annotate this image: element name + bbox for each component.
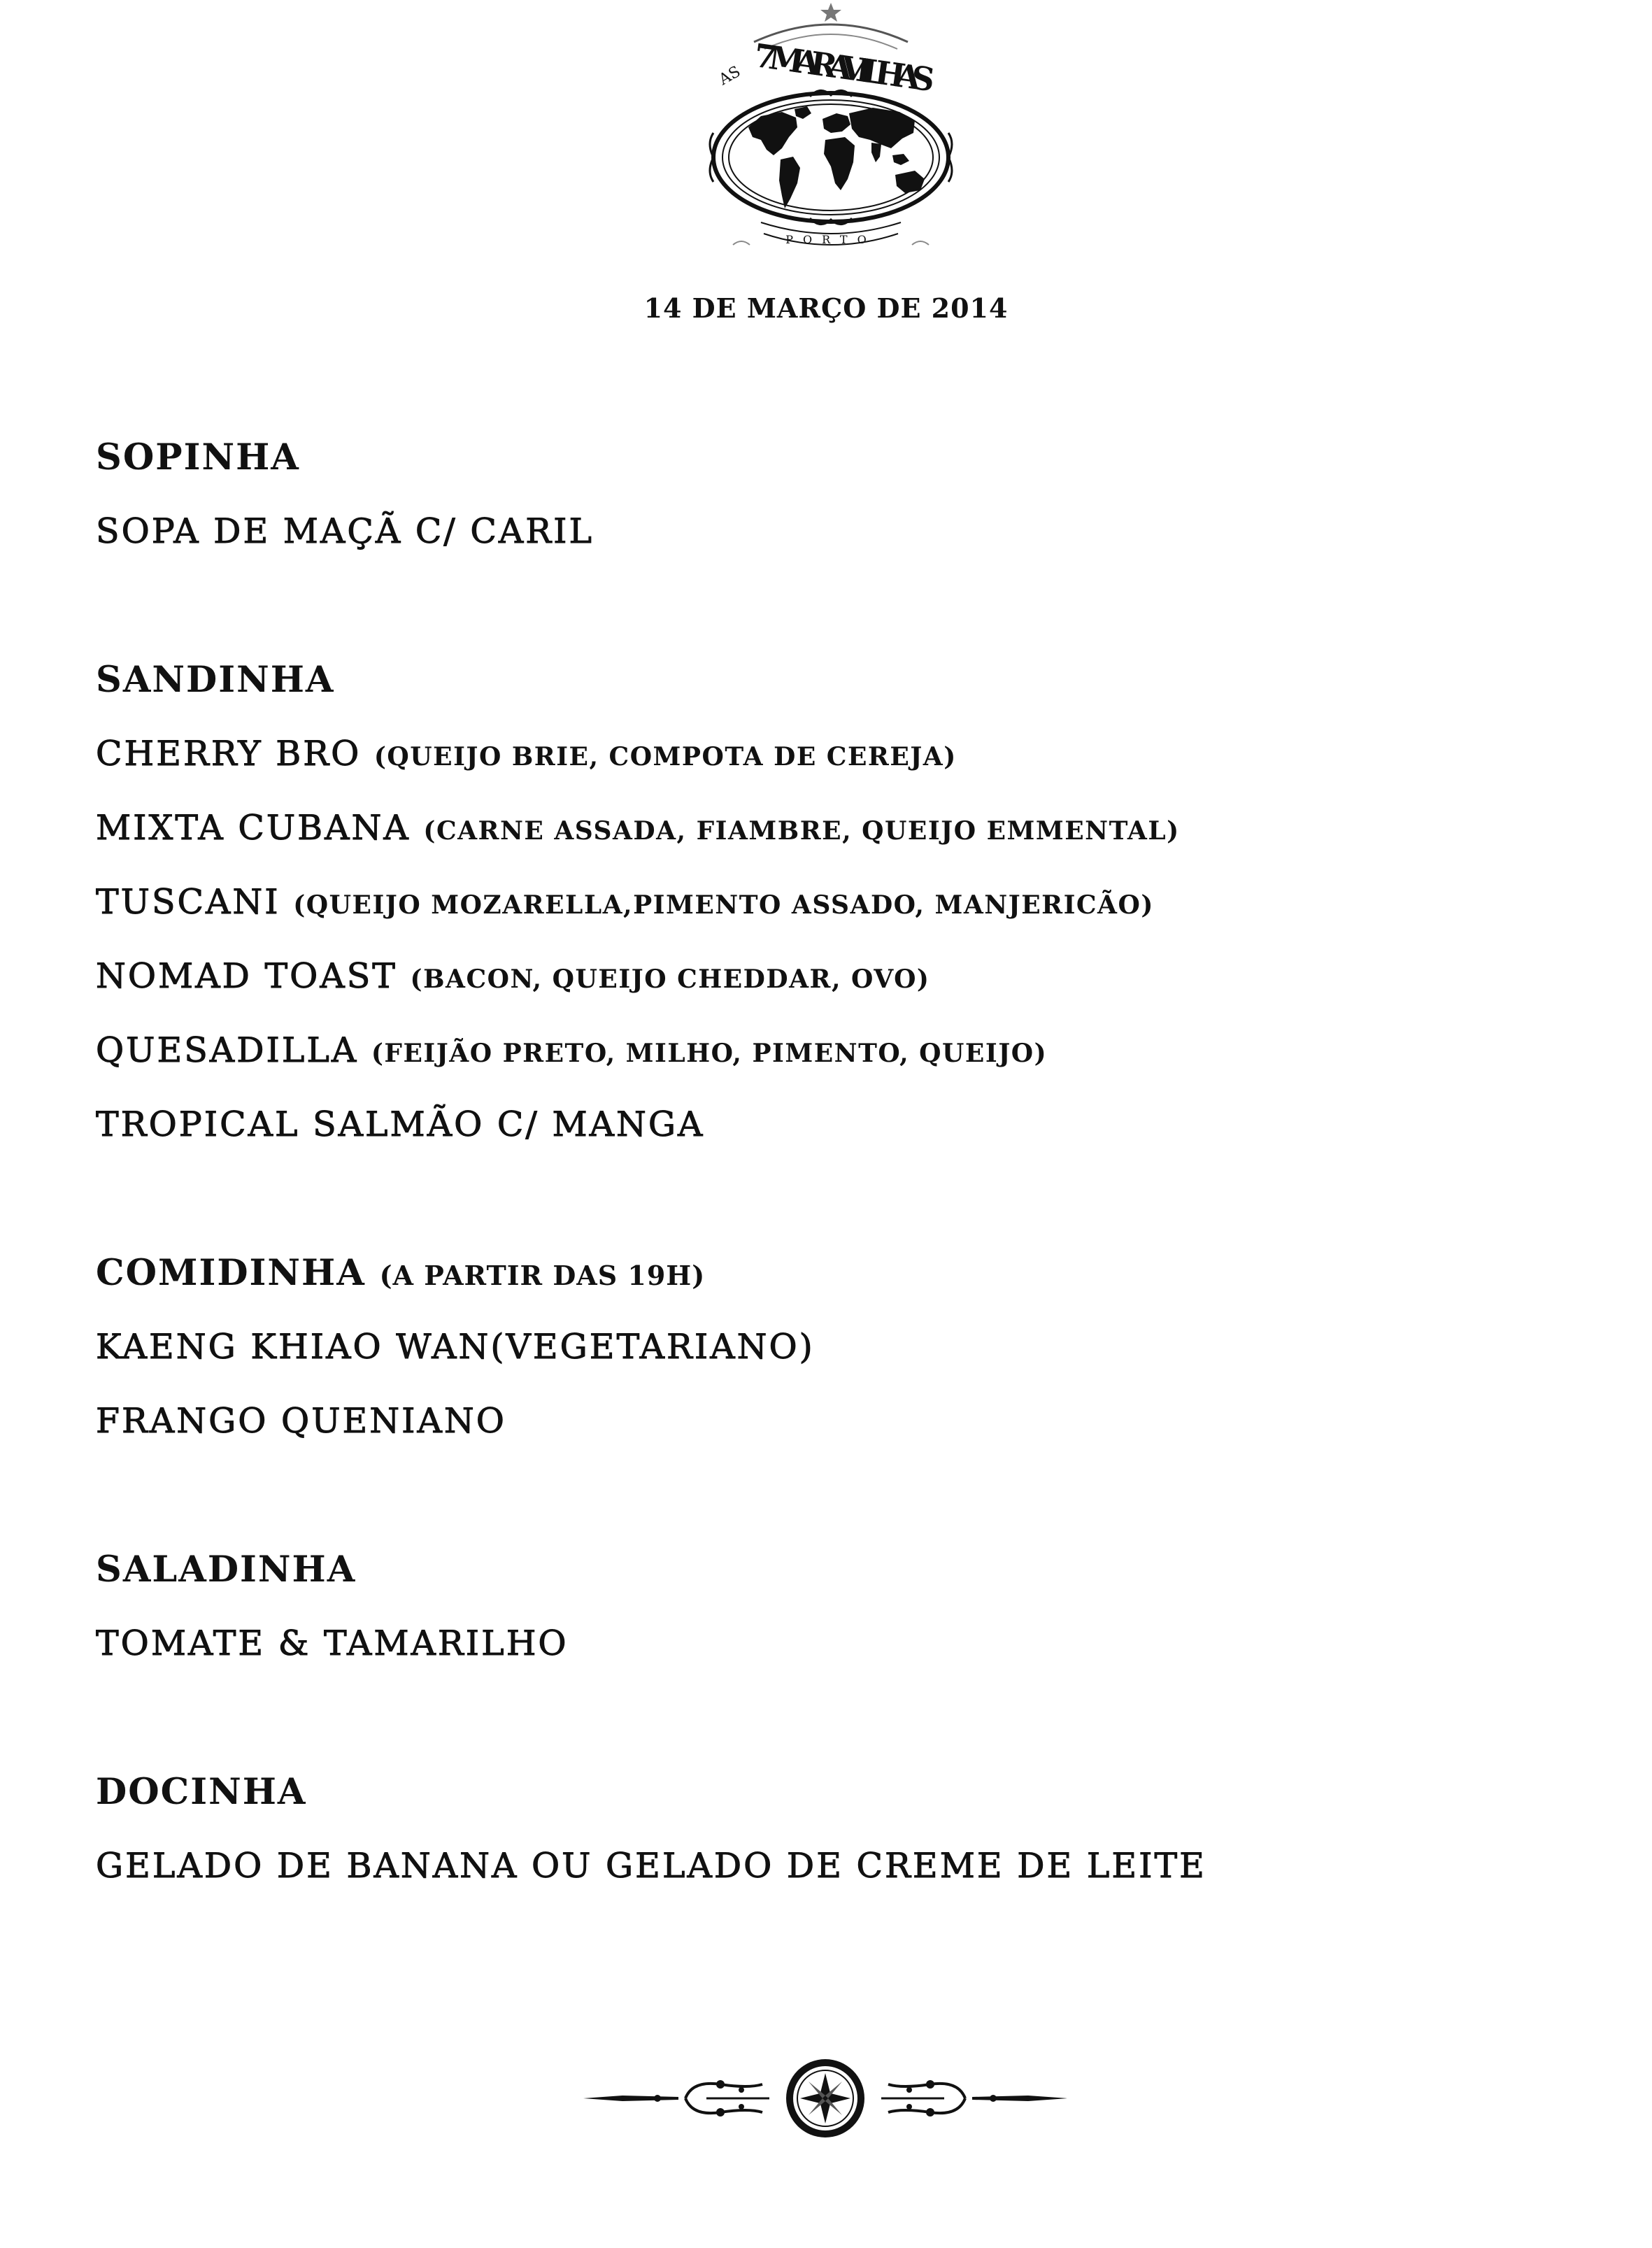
menu-item-name: QUESADILLA bbox=[96, 1030, 359, 1070]
menu-item-name: MIXTA CUBANA bbox=[96, 808, 411, 848]
menu-item-description: (QUEIJO BRIE, COMPOTA DE CEREJA) bbox=[373, 742, 957, 771]
menu-item-name: TOMATE & TAMARILHO bbox=[96, 1623, 569, 1663]
menu-item bbox=[96, 1095, 1565, 1169]
restaurant-logo bbox=[705, 0, 957, 266]
section-title bbox=[96, 1763, 1565, 1837]
menu-section bbox=[96, 650, 1565, 1169]
menu-item-name: KAENG KHIAO WAN(VEGETARIANO) bbox=[96, 1327, 815, 1367]
menu-item bbox=[96, 1392, 1565, 1466]
section-note: (A PARTIR DAS 19H) bbox=[379, 1260, 706, 1291]
menu-section bbox=[96, 1540, 1565, 1688]
menu-item-description: (FEIJÃO PRETO, MILHO, PIMENTO, QUEIJO) bbox=[371, 1039, 1048, 1068]
menu-item bbox=[96, 799, 1565, 873]
section-title-text: SANDINHA bbox=[96, 659, 335, 701]
section-title-text: COMIDINHA bbox=[96, 1252, 366, 1294]
compass-ornament-icon bbox=[581, 2056, 1070, 2140]
menu-item-name: CHERRY BRO bbox=[96, 734, 362, 774]
menu-item bbox=[96, 873, 1565, 947]
logo-city: PORTO bbox=[785, 233, 876, 246]
section-title bbox=[96, 650, 1565, 725]
section-title-text: SOPINHA bbox=[96, 436, 300, 478]
menu-item bbox=[96, 1318, 1565, 1392]
menu-item-description: (BACON, QUEIJO CHEDDAR, OVO) bbox=[410, 965, 930, 994]
footer-ornament bbox=[581, 2056, 1070, 2140]
menu-item bbox=[96, 725, 1565, 799]
logo-brand-prefix: AS bbox=[715, 62, 744, 90]
logo-brand-name: 7 MARAVILHAS bbox=[751, 36, 937, 99]
menu-date: 14 DE MARÇO DE 2014 bbox=[643, 292, 1009, 324]
section-title bbox=[96, 1540, 1565, 1614]
section-title bbox=[96, 1244, 1565, 1318]
menu-item bbox=[96, 1021, 1565, 1095]
menu-item-name: GELADO DE BANANA OU GELADO DE CREME DE LEITE bbox=[96, 1846, 1206, 1886]
menu-item bbox=[96, 502, 1565, 576]
menu-item bbox=[96, 947, 1565, 1021]
menu-item-name: FRANGO QUENIANO bbox=[96, 1401, 506, 1441]
menu-item-description: (QUEIJO MOZARELLA,PIMENTO ASSADO, MANJERICÃO) bbox=[293, 890, 1154, 920]
menu-section bbox=[96, 1763, 1565, 1911]
menu-section bbox=[96, 428, 1565, 576]
menu-item-description: (CARNE ASSADA, FIAMBRE, QUEIJO EMMENTAL) bbox=[423, 816, 1180, 846]
menu-item-name: TROPICAL SALMÃO C/ MANGA bbox=[96, 1104, 705, 1144]
menu-item bbox=[96, 1837, 1565, 1911]
menu-item-name: TUSCANI bbox=[96, 882, 280, 922]
menu-item-name: NOMAD TOAST bbox=[96, 956, 397, 996]
world-map-emblem bbox=[705, 0, 957, 266]
menu-item bbox=[96, 1614, 1565, 1688]
section-title bbox=[96, 428, 1565, 502]
section-title-text: SALADINHA bbox=[96, 1549, 357, 1591]
daily-menu bbox=[96, 428, 1565, 1911]
menu-section bbox=[96, 1244, 1565, 1466]
section-title-text: DOCINHA bbox=[96, 1771, 307, 1813]
menu-item-name: SOPA DE MAÇÃ C/ CARIL bbox=[96, 511, 594, 551]
